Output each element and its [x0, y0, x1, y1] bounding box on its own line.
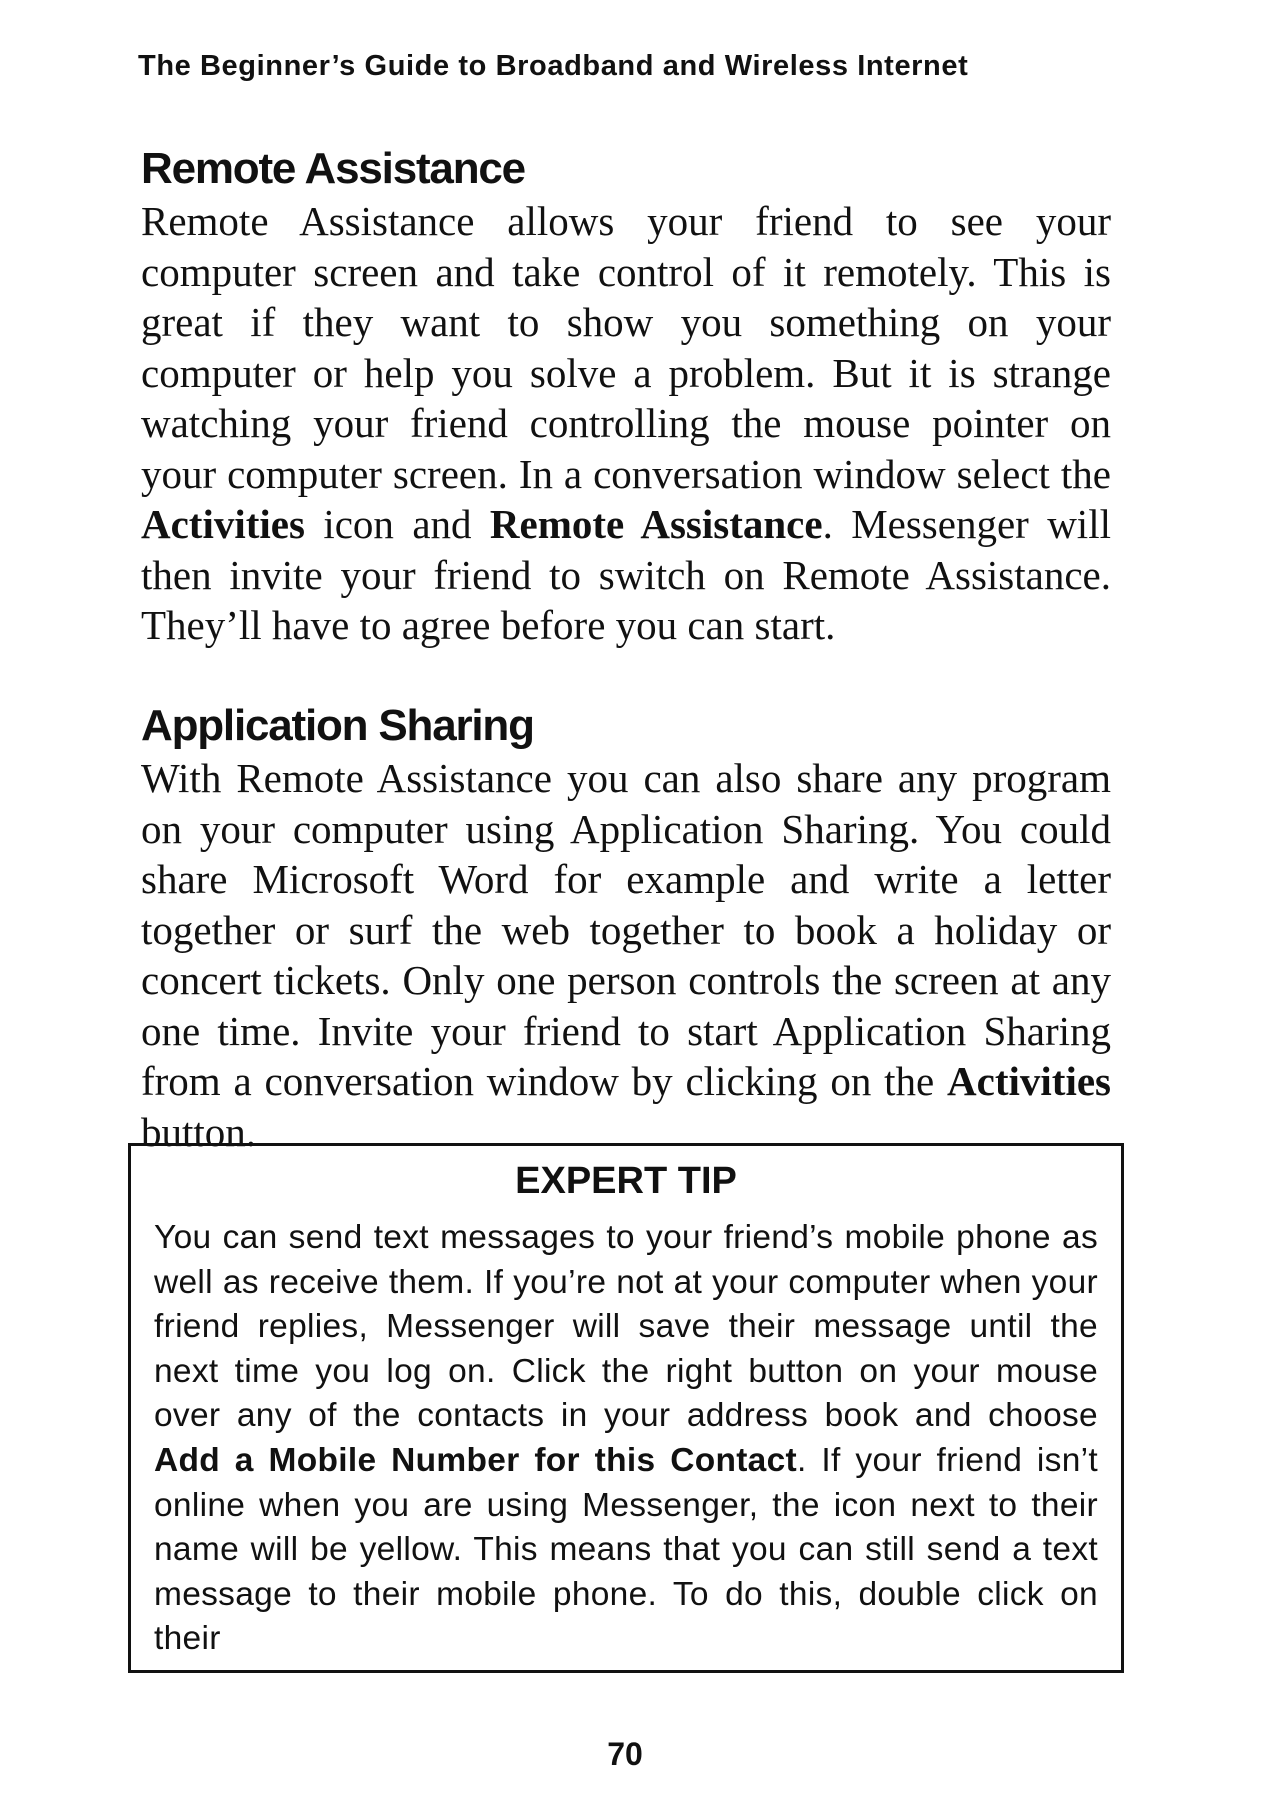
expert-tip-text: [154, 1216, 1098, 1662]
remote-assistance-text-1: Remote Assistance allows your friend to see your computer screen and take control of it remotely. This is great if they want to show you something on your computer or help you solve a problem. But it is strange watching your friend controlling the mouse pointer on your computer screen. In a conversation window select the: [141, 198, 1111, 497]
remote-assistance-heading: Remote Assistance: [141, 144, 525, 193]
remote-assistance-paragraph: [141, 196, 1111, 651]
expert-tip-text-1: You can send text messages to your friend’s mobile phone as well as receive them. If you’re not at your computer when your friend replies, Messenger will save their message until the next time you log on. Click the right button on your mouse over any of the contacts in your address book and choose: [154, 1219, 1098, 1435]
application-sharing-heading: Application Sharing: [141, 701, 534, 750]
application-sharing-text-2: button.: [141, 1108, 257, 1155]
page-number: 70: [607, 1736, 643, 1772]
activities-term-2: Activities: [947, 1058, 1111, 1104]
remote-assistance-text-2: icon and: [304, 501, 490, 547]
remote-assistance-term: Remote Assistance: [489, 501, 823, 547]
activities-term: Activities: [141, 501, 305, 547]
remote-assistance-text-3: . Messenger will then invite your friend to switch on Remote Assistance. They’ll have to agree before you can start.: [141, 501, 1111, 648]
application-sharing-paragraph: [141, 753, 1111, 1157]
expert-tip-text-2: . If your friend isn’t online when you are using Messenger, the icon next to their name will be yellow. This means that you can still send a text message to their mobile phone. To do this, double click on their: [154, 1441, 1099, 1658]
application-sharing-text-1: With Remote Assistance you can also share any program on your computer using Application Sharing. You could share Microsoft Word for example and write a letter together or surf the web together to book a holiday or concert tickets. Only one person controls the screen at any one time. Invite your friend to start Application Sharing from a conversation window by clicking on the: [141, 755, 1111, 1104]
expert-tip-title: EXPERT TIP: [515, 1160, 737, 1202]
running-header: The Beginner’s Guide to Broadband and Wireless Internet: [138, 50, 969, 82]
add-mobile-number-term: Add a Mobile Number for this Contact: [154, 1441, 798, 1479]
expert-tip-box: [128, 1143, 1124, 1673]
